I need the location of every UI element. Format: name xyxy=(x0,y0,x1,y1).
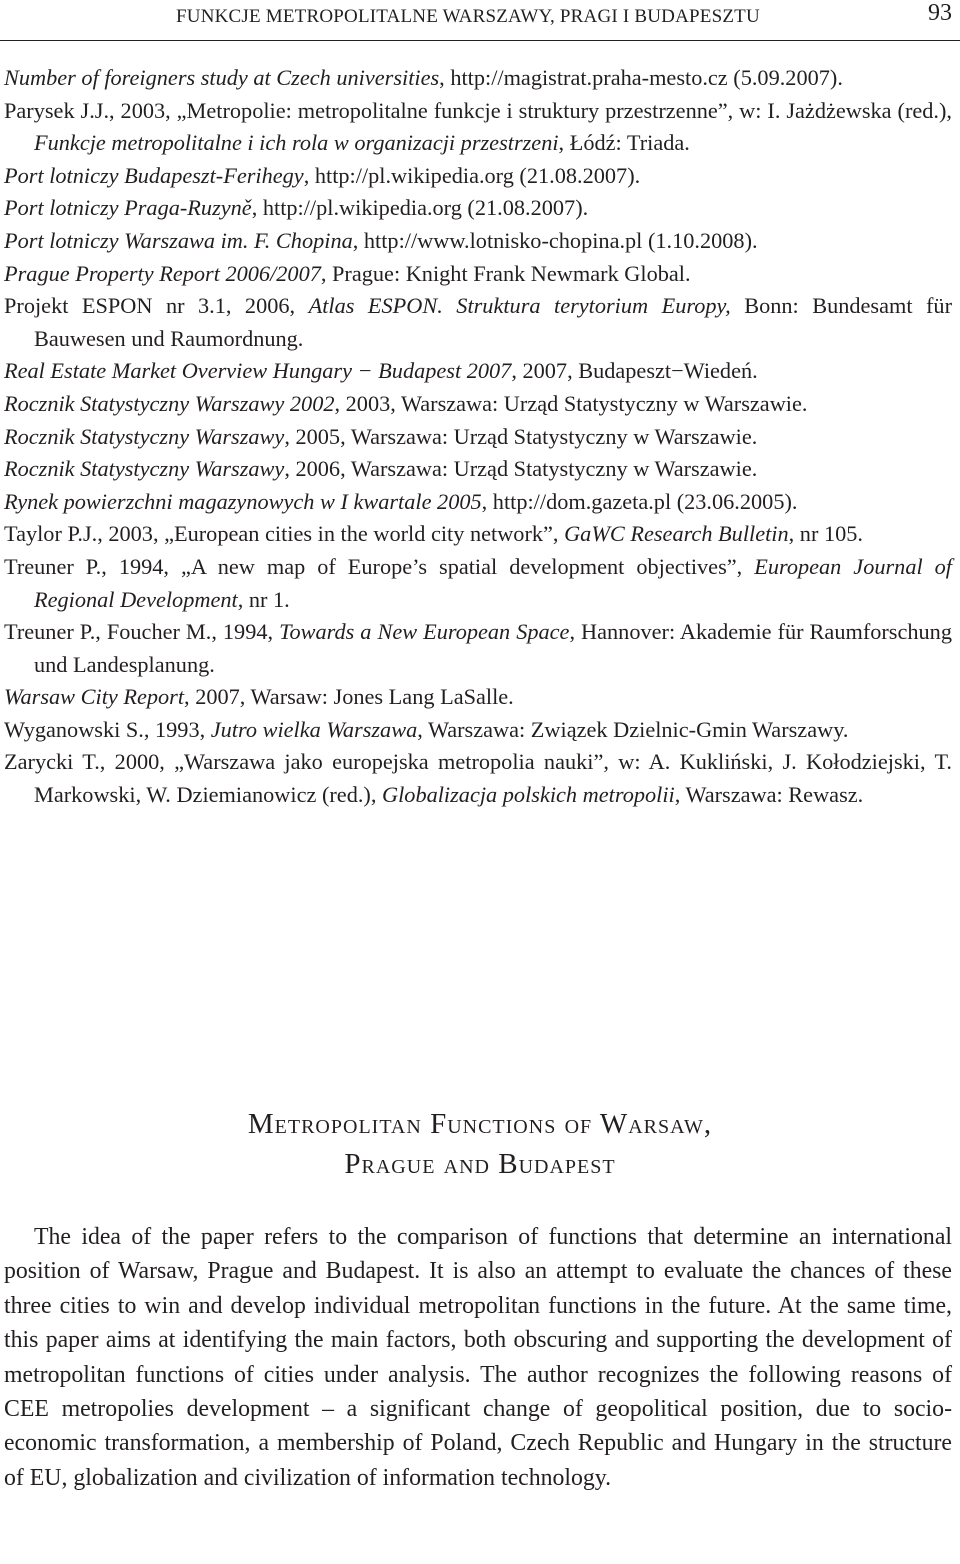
section-title-line-1: Metropolitan Functions of Warsaw, xyxy=(247,1108,713,1140)
reference-title: Number of foreigners study at Czech universities xyxy=(4,65,440,90)
reference-entry xyxy=(4,160,952,193)
reference-text: , Warszawa: Rewasz. xyxy=(674,782,864,808)
reference-entry xyxy=(4,355,952,388)
reference-text: , 2007, Budapeszt−Wiedeń. xyxy=(511,358,758,384)
reference-title: Globalizacja polskich metropolii xyxy=(382,782,675,808)
reference-title: Warsaw City Report xyxy=(4,684,185,710)
reference-title: Rocznik Statystyczny Warszawy 2002 xyxy=(4,390,335,416)
reference-text: , 2003, Warszawa: Urząd Statystyczny w Warszawie. xyxy=(334,390,808,416)
reference-title: Rynek powierzchni magazynowych w I kwartale 2005 xyxy=(4,488,482,514)
reference-text: , http://magistrat.praha-mesto.cz (5.09.2007). xyxy=(439,65,843,90)
reference-title: Prague Property Report 2006/2007 xyxy=(4,260,321,286)
reference-text: Treuner P., Foucher M., 1994, xyxy=(4,619,280,645)
reference-entry xyxy=(4,421,952,454)
reference-entry xyxy=(4,616,952,681)
reference-entry xyxy=(4,681,952,714)
reference-entry xyxy=(4,518,952,551)
reference-text: , nr 1. xyxy=(237,586,290,612)
reference-title: Funkcje metropolitalne i ich rola w organizacji przestrzeni xyxy=(34,130,559,156)
reference-title: GaWC Research Bulletin xyxy=(564,521,789,547)
reference-text: Zarycki T., 2000, „Warszawa jako europejska metropolia nauki”, w: A. Kukliński, J. Kołodziejski, T. Markowski, W. Dziemianowicz (red.), xyxy=(4,749,952,808)
reference-title: Port lotniczy Warszawa im. F. Chopina xyxy=(4,227,353,253)
reference-title: Rocznik Statystyczny Warszawy xyxy=(4,423,285,449)
reference-entry xyxy=(4,746,952,811)
header-rule xyxy=(0,40,960,41)
reference-text: Wyganowski S., 1993, xyxy=(4,716,211,742)
reference-text: , 2007, Warsaw: Jones Lang LaSalle. xyxy=(184,684,514,710)
reference-entry xyxy=(4,388,952,421)
reference-entry xyxy=(4,453,952,486)
reference-entry xyxy=(4,714,952,747)
reference-text: , 2005, Warszawa: Urząd Statystyczny w Warszawie. xyxy=(284,423,758,449)
reference-text: Taylor P.J., 2003, „European cities in the world city network”, xyxy=(4,521,565,547)
reference-text: , nr 105. xyxy=(788,521,863,547)
reference-text: Bonn: Bundesamt für Bauwesen und Raumordnung. xyxy=(34,293,952,351)
reference-title: Jutro wielka Warszawa xyxy=(210,716,418,742)
reference-entry xyxy=(4,62,952,95)
reference-text: Parysek J.J., 2003, „Metropolie: metropolitalne funkcje i struktury przestrzenne”, w: I. Jażdżewska (red.), xyxy=(4,97,952,123)
reference-text: , Łódź: Triada. xyxy=(558,130,690,156)
reference-text: , http://www.lotnisko-chopina.pl (1.10.2008). xyxy=(352,227,758,253)
reference-text: , http://dom.gazeta.pl (23.06.2005). xyxy=(481,488,798,514)
reference-entry xyxy=(4,486,952,519)
abstract-paragraph: The idea of the paper refers to the comparison of functions that determine an international position of Warsaw, Prague and Budapest. It is also an attempt to evaluate the chances of these three cities to win and develop individual metropolitan functions in the future. At the same time, this paper aims at identifying the main factors, both obscuring and supporting the development of metropolitan functions of cities under analysis. The author recognizes the following reasons of CEE metropolies development – a significant change of geopolitical position, due to socio-economic transformation, a membership of Poland, Czech Republic and Hungary in the structure of EU, globalization and civilization of information technology. xyxy=(4,1224,952,1491)
reference-title: Atlas ESPON. Struktura terytorium Europy, xyxy=(308,293,731,319)
reference-text: Treuner P., 1994, „A new map of Europe’s spatial development objectives”, xyxy=(4,553,755,579)
reference-list xyxy=(4,62,952,812)
reference-text: , Warszawa: Związek Dzielnic-Gmin Warszawy. xyxy=(417,716,849,742)
section-title xyxy=(0,1104,960,1184)
reference-text: , http://pl.wikipedia.org (21.08.2007). xyxy=(251,195,589,221)
reference-text: , Prague: Knight Frank Newmark Global. xyxy=(320,260,691,286)
reference-text: Projekt ESPON nr 3.1, 2006, xyxy=(4,293,309,319)
section-title-line-2: Prague and Budapest xyxy=(344,1148,616,1180)
reference-title: European Journal of Regional Development xyxy=(34,553,952,612)
running-header xyxy=(0,0,960,44)
reference-text: , Hannover: Akademie für Raumforschung und Landesplanung. xyxy=(34,619,952,677)
reference-entry xyxy=(4,258,952,291)
page-number: 93 xyxy=(928,0,952,26)
reference-entry xyxy=(4,225,952,258)
reference-text: , 2006, Warszawa: Urząd Statystyczny w Warszawie. xyxy=(284,456,758,482)
reference-entry xyxy=(4,192,952,225)
reference-title: Port lotniczy Praga-Ruzyně xyxy=(4,195,252,221)
reference-title: Real Estate Market Overview Hungary − Budapest 2007 xyxy=(4,358,512,384)
reference-entry xyxy=(4,95,952,160)
reference-entry xyxy=(4,551,952,616)
reference-text: , http://pl.wikipedia.org (21.08.2007). xyxy=(303,162,641,188)
reference-title: Rocznik Statystyczny Warszawy xyxy=(4,456,285,482)
reference-title: Port lotniczy Budapeszt-Ferihegy xyxy=(4,162,304,188)
reference-title: Towards a New European Space xyxy=(279,619,570,645)
reference-entry xyxy=(4,290,952,355)
running-title: FUNKCJE METROPOLITALNE WARSZAWY, PRAGI I BUDAPESZTU xyxy=(176,6,760,27)
